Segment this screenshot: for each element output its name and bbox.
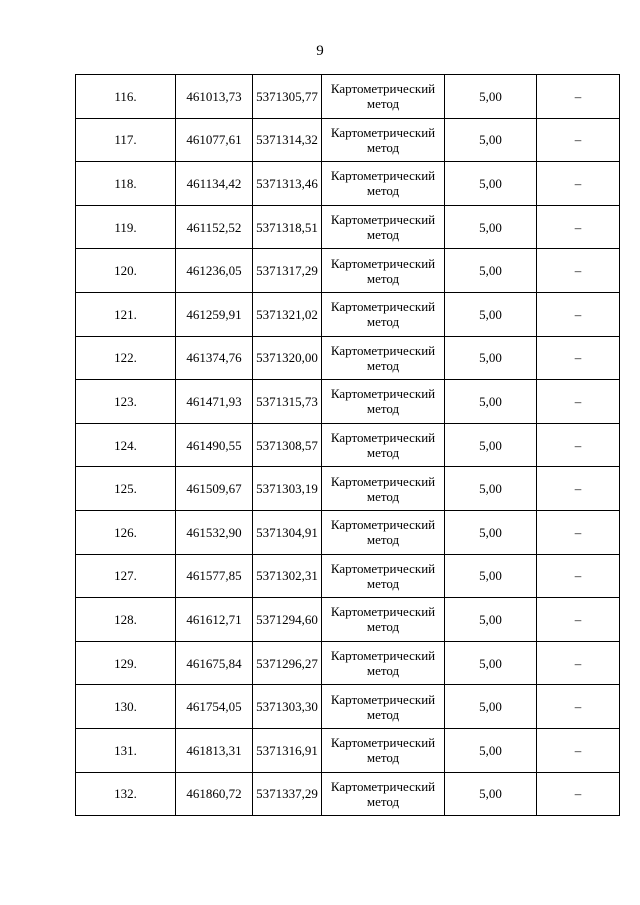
point-number-cell: 125.	[76, 467, 176, 511]
note-cell: –	[537, 772, 620, 816]
x-coordinate-cell: 461134,42	[176, 162, 253, 206]
x-coordinate-cell: 461236,05	[176, 249, 253, 293]
accuracy-cell: 5,00	[445, 162, 537, 206]
y-coordinate-cell: 5371313,46	[253, 162, 322, 206]
x-coordinate-cell: 461813,31	[176, 728, 253, 772]
y-coordinate-cell: 5371315,73	[253, 380, 322, 424]
method-cell: Картометрический метод	[322, 118, 445, 162]
x-coordinate-cell: 461259,91	[176, 292, 253, 336]
accuracy-cell: 5,00	[445, 336, 537, 380]
x-coordinate-cell: 461509,67	[176, 467, 253, 511]
y-coordinate-cell: 5371308,57	[253, 423, 322, 467]
note-cell: –	[537, 423, 620, 467]
accuracy-cell: 5,00	[445, 641, 537, 685]
point-number-cell: 117.	[76, 118, 176, 162]
x-coordinate-cell: 461374,76	[176, 336, 253, 380]
note-cell: –	[537, 728, 620, 772]
x-coordinate-cell: 461754,05	[176, 685, 253, 729]
accuracy-cell: 5,00	[445, 554, 537, 598]
accuracy-cell: 5,00	[445, 205, 537, 249]
y-coordinate-cell: 5371314,32	[253, 118, 322, 162]
table-row	[76, 118, 620, 162]
method-cell: Картометрический метод	[322, 728, 445, 772]
note-cell: –	[537, 641, 620, 685]
x-coordinate-cell: 461860,72	[176, 772, 253, 816]
note-cell: –	[537, 292, 620, 336]
y-coordinate-cell: 5371316,91	[253, 728, 322, 772]
note-cell: –	[537, 162, 620, 206]
method-cell: Картометрический метод	[322, 380, 445, 424]
point-number-cell: 122.	[76, 336, 176, 380]
method-cell: Картометрический метод	[322, 249, 445, 293]
table-row	[76, 772, 620, 816]
method-cell: Картометрический метод	[322, 467, 445, 511]
page-number: 9	[316, 43, 324, 59]
method-cell: Картометрический метод	[322, 554, 445, 598]
accuracy-cell: 5,00	[445, 510, 537, 554]
accuracy-cell: 5,00	[445, 380, 537, 424]
method-cell: Картометрический метод	[322, 205, 445, 249]
table-row	[76, 162, 620, 206]
note-cell: –	[537, 118, 620, 162]
table-row	[76, 641, 620, 685]
y-coordinate-cell: 5371317,29	[253, 249, 322, 293]
method-cell: Картометрический метод	[322, 510, 445, 554]
table-row	[76, 554, 620, 598]
point-number-cell: 126.	[76, 510, 176, 554]
y-coordinate-cell: 5371318,51	[253, 205, 322, 249]
accuracy-cell: 5,00	[445, 118, 537, 162]
y-coordinate-cell: 5371304,91	[253, 510, 322, 554]
note-cell: –	[537, 380, 620, 424]
point-number-cell: 127.	[76, 554, 176, 598]
note-cell: –	[537, 685, 620, 729]
table-row	[76, 728, 620, 772]
point-number-cell: 124.	[76, 423, 176, 467]
y-coordinate-cell: 5371303,30	[253, 685, 322, 729]
y-coordinate-cell: 5371296,27	[253, 641, 322, 685]
point-number-cell: 130.	[76, 685, 176, 729]
accuracy-cell: 5,00	[445, 467, 537, 511]
note-cell: –	[537, 336, 620, 380]
x-coordinate-cell: 461577,85	[176, 554, 253, 598]
y-coordinate-cell: 5371294,60	[253, 598, 322, 642]
point-number-cell: 132.	[76, 772, 176, 816]
accuracy-cell: 5,00	[445, 75, 537, 119]
accuracy-cell: 5,00	[445, 423, 537, 467]
method-cell: Картометрический метод	[322, 685, 445, 729]
accuracy-cell: 5,00	[445, 728, 537, 772]
table-row	[76, 249, 620, 293]
table-row	[76, 292, 620, 336]
method-cell: Картометрический метод	[322, 336, 445, 380]
x-coordinate-cell: 461077,61	[176, 118, 253, 162]
method-cell: Картометрический метод	[322, 75, 445, 119]
y-coordinate-cell: 5371321,02	[253, 292, 322, 336]
x-coordinate-cell: 461152,52	[176, 205, 253, 249]
coordinates-table	[75, 74, 620, 816]
point-number-cell: 119.	[76, 205, 176, 249]
table-row	[76, 336, 620, 380]
point-number-cell: 123.	[76, 380, 176, 424]
table-row	[76, 598, 620, 642]
accuracy-cell: 5,00	[445, 598, 537, 642]
method-cell: Картометрический метод	[322, 772, 445, 816]
accuracy-cell: 5,00	[445, 772, 537, 816]
method-cell: Картометрический метод	[322, 292, 445, 336]
point-number-cell: 118.	[76, 162, 176, 206]
method-cell: Картометрический метод	[322, 162, 445, 206]
point-number-cell: 120.	[76, 249, 176, 293]
method-cell: Картометрический метод	[322, 641, 445, 685]
point-number-cell: 131.	[76, 728, 176, 772]
x-coordinate-cell: 461675,84	[176, 641, 253, 685]
table-row	[76, 467, 620, 511]
note-cell: –	[537, 510, 620, 554]
note-cell: –	[537, 598, 620, 642]
note-cell: –	[537, 249, 620, 293]
table-body	[76, 75, 620, 816]
x-coordinate-cell: 461612,71	[176, 598, 253, 642]
table-row	[76, 75, 620, 119]
accuracy-cell: 5,00	[445, 292, 537, 336]
accuracy-cell: 5,00	[445, 249, 537, 293]
y-coordinate-cell: 5371305,77	[253, 75, 322, 119]
note-cell: –	[537, 467, 620, 511]
note-cell: –	[537, 205, 620, 249]
table-row	[76, 423, 620, 467]
note-cell: –	[537, 554, 620, 598]
y-coordinate-cell: 5371302,31	[253, 554, 322, 598]
table-row	[76, 685, 620, 729]
y-coordinate-cell: 5371320,00	[253, 336, 322, 380]
point-number-cell: 128.	[76, 598, 176, 642]
method-cell: Картометрический метод	[322, 423, 445, 467]
x-coordinate-cell: 461532,90	[176, 510, 253, 554]
method-cell: Картометрический метод	[322, 598, 445, 642]
note-cell: –	[537, 75, 620, 119]
x-coordinate-cell: 461471,93	[176, 380, 253, 424]
table-row	[76, 380, 620, 424]
table-row	[76, 510, 620, 554]
x-coordinate-cell: 461490,55	[176, 423, 253, 467]
accuracy-cell: 5,00	[445, 685, 537, 729]
y-coordinate-cell: 5371337,29	[253, 772, 322, 816]
x-coordinate-cell: 461013,73	[176, 75, 253, 119]
y-coordinate-cell: 5371303,19	[253, 467, 322, 511]
point-number-cell: 116.	[76, 75, 176, 119]
table-row	[76, 205, 620, 249]
point-number-cell: 121.	[76, 292, 176, 336]
point-number-cell: 129.	[76, 641, 176, 685]
